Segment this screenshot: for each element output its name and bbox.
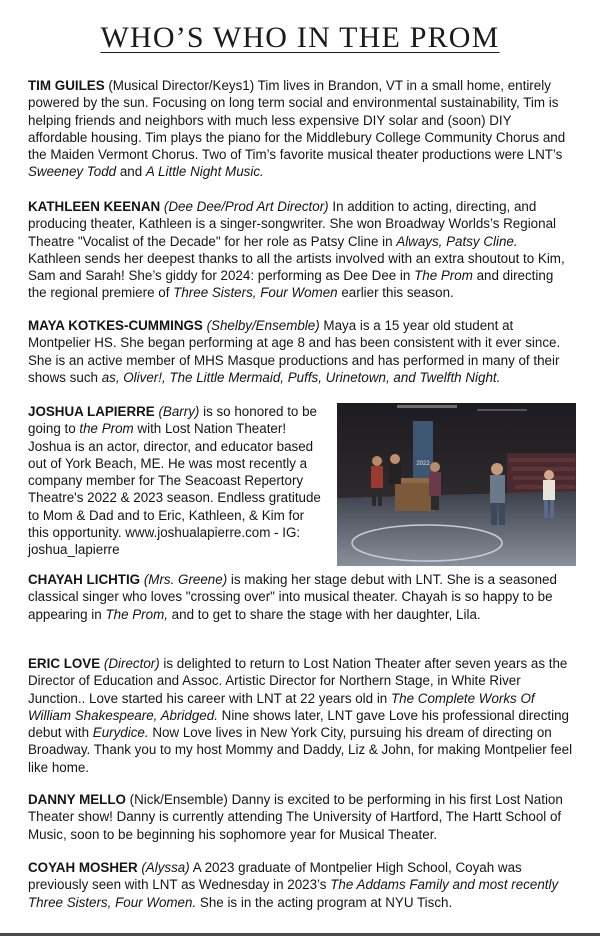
- bio-chayah-lichtig: [28, 571, 573, 623]
- bio-role: (Musical Director/Keys1): [104, 78, 255, 93]
- bio-role: (Dee Dee/Prod Art Director): [160, 199, 329, 214]
- bio-role: (Mrs. Greene): [140, 572, 228, 587]
- bio-name: KATHLEEN KEENAN: [28, 199, 161, 214]
- bio-text: and: [116, 164, 146, 180]
- bio-role: (Barry): [154, 404, 200, 419]
- bio-name: TIM GUILES: [28, 78, 105, 93]
- bio-title-text: The Prom,: [105, 606, 168, 622]
- bio-text: Nine shows later, LNT gave Love his professional directing debut with: [28, 707, 569, 741]
- bio-name: COYAH MOSHER: [28, 860, 138, 875]
- bio-title-text: A Little Night Music.: [145, 164, 264, 180]
- bio-text: In addition to acting, directing, and producing theater, Kathleen is a singer-songwriter. She won Broadway Worlds’s Regional Theatre "Vocalist of the Decade" for her role as Patsy Cline in: [28, 199, 556, 249]
- bio-name: ERIC LOVE: [28, 656, 101, 671]
- bio-title-text: The Prom: [414, 268, 473, 284]
- rehearsal-photo-illustration: [337, 403, 576, 566]
- bio-coyah-mosher: [28, 859, 573, 911]
- bio-kathleen-keenan: [28, 198, 573, 302]
- bio-title-text: The Complete Works Of William Shakespeare, Abridged.: [28, 690, 535, 723]
- bio-role: (Shelby/Ensemble): [202, 318, 320, 333]
- bio-text: is delighted to return to Lost Nation Theater after seven years as the Director of Education and Assoc. Artistic Director for Northern Stage, in White River Junction.. Love started his career with LNT at 22 years old in: [28, 656, 568, 706]
- bio-title-text: the Prom: [79, 421, 134, 437]
- bio-role: (Nick/Ensemble): [125, 792, 228, 807]
- bio-text: A 2023 graduate of Montpelier High School, Coyah was previously seen with LNT as Wednesday in 2023’s: [28, 860, 522, 893]
- bio-name: DANNY MELLO: [28, 792, 126, 807]
- bio-tim-guiles: [28, 77, 573, 181]
- bio-joshua-lapierre: [28, 403, 328, 559]
- banner-label: 2022: [416, 461, 430, 467]
- bio-title-text: Eurydice.: [92, 725, 149, 741]
- bio-name: CHAYAH LICHTIG: [28, 572, 141, 587]
- bio-name: JOSHUA LAPIERRE: [28, 404, 155, 419]
- bio-text: is making her stage debut with LNT. She is a seasoned classical singer who loves "crossing over" into musical theater. Chayah is so happy to be appearing in: [28, 572, 557, 622]
- bio-maya-kotkes-cummings: [28, 317, 573, 386]
- bio-text: with Lost Nation Theater! Joshua is an actor, director, and educator based out of York Beach, ME. He was most recently a company member for The Seacoast Repertory Theatre's 2022 & 2023 season. Endless gratitude to Mom & Dad and to Eric, Kathleen, & Kim for this opportunity. www.joshualapierre.com - IG: joshua_lapierre: [28, 421, 321, 558]
- bio-text: Danny is excited to be performing in his first Lost Nation Theater show! Danny is currently attending The University of Hartford, The Hartt School of Music, soon to be beginning his sophomore year for Musical Theater.: [28, 792, 563, 842]
- rehearsal-photo: [337, 403, 576, 566]
- bio-text: Maya is a 15 year old student at Montpelier HS. She began performing at age 8 and has been consistent with it ever since. She is an active member of MHS Masque productions and has performed in many of their shows such: [28, 318, 561, 385]
- bio-text: Now Love lives in New York City, pursuing his dream of directing on Broadway. Thank you to my host Mommy and Daddy, Liz & John, for making Montpelier feel like home.: [28, 725, 573, 775]
- bio-role: (Alyssa): [137, 860, 190, 875]
- bio-name: MAYA KOTKES-CUMMINGS: [28, 318, 203, 333]
- bio-title-text: Three Sisters, Four Women: [173, 285, 338, 301]
- bio-text: and directing the regional premiere of: [28, 268, 554, 301]
- bio-role: (Director): [100, 656, 160, 671]
- bio-title-text: as, Oliver!, The Little Mermaid, Puffs, Urinetown, and Twelfth Night.: [101, 369, 501, 385]
- bio-text: and to get to share the stage with her daughter, Lila.: [167, 606, 481, 622]
- bio-eric-love: [28, 655, 573, 776]
- bio-text: Kathleen sends her deepest thanks to all the artists involved with an extra shoutout to Kim, Sam and Sarah! She’s giddy for 2024: performing as Dee Dee in: [28, 250, 565, 284]
- bio-text: Tim lives in Brandon, VT in a small home, entirely powered by the sun. Focusing on long term social and environmental sustainability, Tim is helping friends and neighbors with much less expensive DIY solar and (soon) DIY affordable housing. Tim plays the piano for the Middlebury College Community Chorus and the Maiden Vermont Chorus. Two of Tim’s favorite musical theater productions were LNT’s: [28, 78, 566, 163]
- bio-text: She is in the acting program at NYU Tisch.: [196, 894, 453, 910]
- bio-title-text: The Addams Family and most recently Three Sisters, Four Women.: [28, 877, 559, 910]
- page-title: [0, 21, 600, 55]
- bio-text: earlier this season.: [337, 285, 454, 301]
- bio-text: is so honored to be going to: [28, 404, 317, 437]
- bottom-divider: [0, 933, 600, 936]
- title-text: WHO’S WHO IN THE PROM: [100, 21, 500, 54]
- bio-title-text: Always, Patsy Cline.: [396, 233, 518, 249]
- bio-title-text: Sweeney Todd: [28, 164, 117, 180]
- bio-danny-mello: [28, 791, 573, 843]
